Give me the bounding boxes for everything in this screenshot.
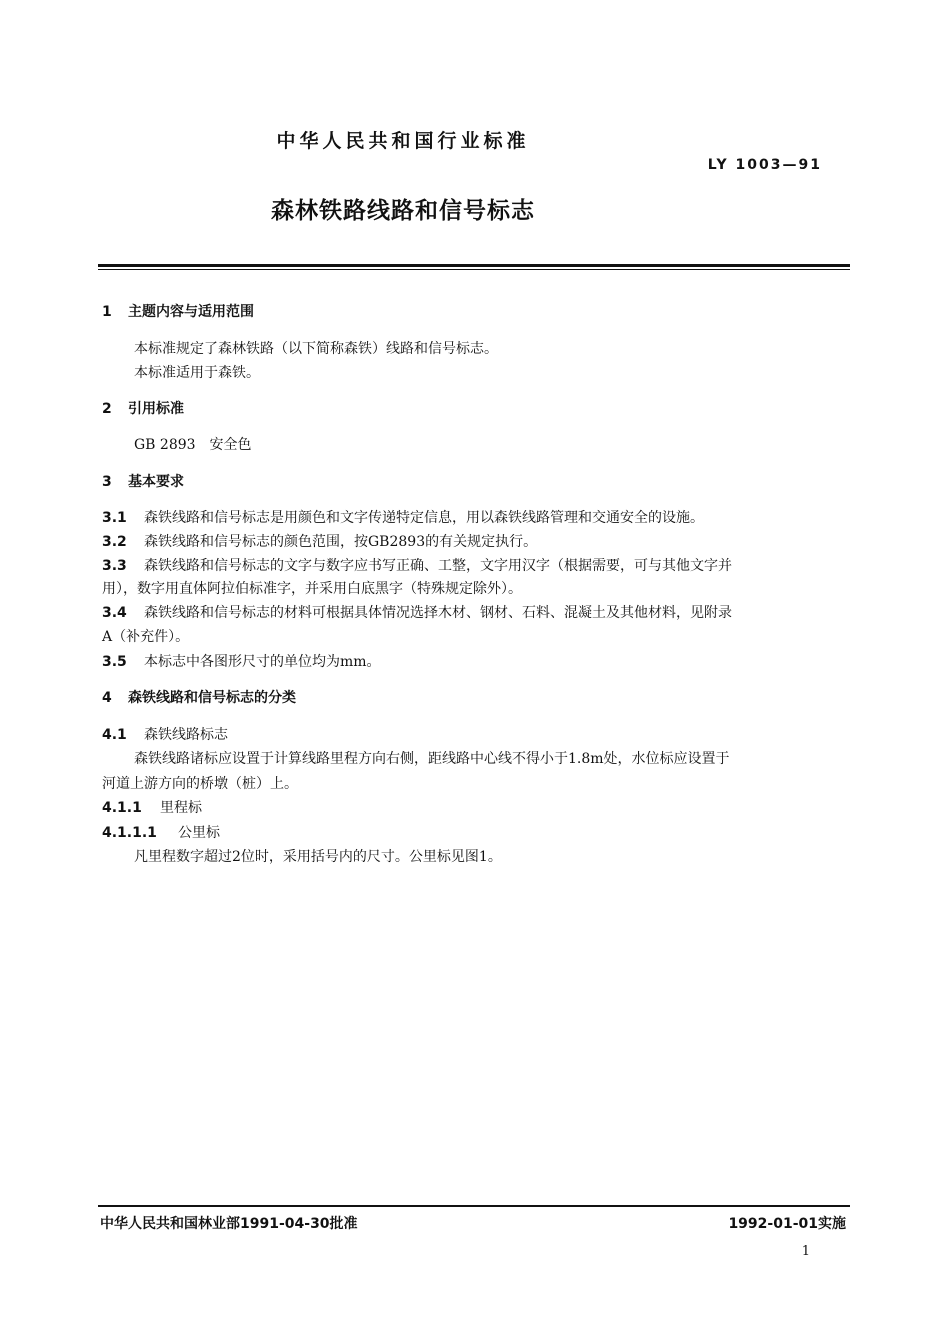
clause-title: 里程标: [160, 800, 202, 816]
section-number: 2: [102, 401, 112, 417]
paragraph: 本标准规定了森林铁路（以下简称森铁）线路和信号标志。: [134, 341, 498, 357]
section-1-heading: [102, 301, 254, 321]
clause-title: 森铁线路标志: [144, 727, 228, 743]
section-4-heading: [102, 687, 296, 707]
clause-number: 4.1.1: [102, 800, 142, 816]
clause-3-4: [102, 602, 732, 622]
clause-number: 3.1: [102, 510, 127, 526]
clause-3-2: [102, 531, 537, 551]
clause-number: 4.1: [102, 727, 127, 743]
clause-4-1: [102, 724, 228, 744]
issue-statement: 中华人民共和国林业部1991-04-30批准: [100, 1216, 358, 1232]
clause-3-5: [102, 651, 381, 671]
header-rule-thin: [98, 269, 850, 270]
clause-text: 森铁线路和信号标志的材料可根据具体情况选择木材、钢材、石料、混凝土及其他材料，见附录: [144, 605, 732, 621]
clause-text: 本标志中各图形尺寸的单位均为mm。: [144, 654, 381, 670]
clause-number: 3.5: [102, 654, 127, 670]
footer-rule: [98, 1205, 850, 1207]
clause-3-3: [102, 555, 732, 575]
document-title: 森林铁路线路和信号标志: [271, 198, 535, 224]
clause-title: 公里标: [178, 825, 220, 841]
page-number: 1: [801, 1244, 810, 1259]
clause-text: 森铁线路和信号标志的颜色范围，按GB2893的有关规定执行。: [144, 534, 538, 550]
clause-number: 4.1.1.1: [102, 825, 157, 841]
reference-item: GB 2893 安全色: [134, 437, 252, 453]
clause-number: 3.4: [102, 605, 127, 621]
clause-number: 3.3: [102, 558, 127, 574]
clause-3-3-continued: 用），数字用直体阿拉伯标准字，并采用白底黑字（特殊规定除外）。: [102, 581, 522, 597]
clause-4-1-1-1: [102, 822, 220, 842]
section-number: 4: [102, 690, 112, 706]
section-title: 森铁线路和信号标志的分类: [128, 690, 296, 706]
section-title: 引用标准: [128, 401, 184, 417]
section-3-heading: [102, 471, 184, 491]
standard-code: LY 1003—91: [707, 157, 822, 173]
clause-3-4-continued: A（补充件）。: [102, 629, 190, 645]
clause-text: 森铁线路和信号标志是用颜色和文字传递特定信息，用以森铁线路管理和交通安全的设施。: [144, 510, 704, 526]
paragraph-continued: 河道上游方向的桥墩（桩）上。: [102, 776, 298, 792]
header-rule-thick: [98, 264, 850, 267]
paragraph: 本标准适用于森铁。: [134, 365, 260, 381]
section-number: 3: [102, 474, 112, 490]
clause-4-1-1: [102, 797, 202, 817]
standard-category: 中华人民共和国行业标准: [276, 130, 530, 152]
section-number: 1: [102, 304, 112, 320]
section-title: 基本要求: [128, 474, 184, 490]
effective-date: 1992-01-01实施: [728, 1216, 846, 1232]
section-2-heading: [102, 398, 184, 418]
clause-text: 森铁线路和信号标志的文字与数字应书写正确、工整，文字用汉字（根据需要，可与其他文字并: [144, 558, 732, 574]
clause-3-1: [102, 507, 704, 527]
section-title: 主题内容与适用范围: [128, 304, 254, 320]
paragraph: 凡里程数字超过2位时，采用括号内的尺寸。公里标见图1。: [134, 849, 502, 865]
paragraph: 森铁线路诸标应设置于计算线路里程方向右侧，距线路中心线不得小于1.8m处，水位标应设置于: [134, 751, 730, 767]
clause-number: 3.2: [102, 534, 127, 550]
